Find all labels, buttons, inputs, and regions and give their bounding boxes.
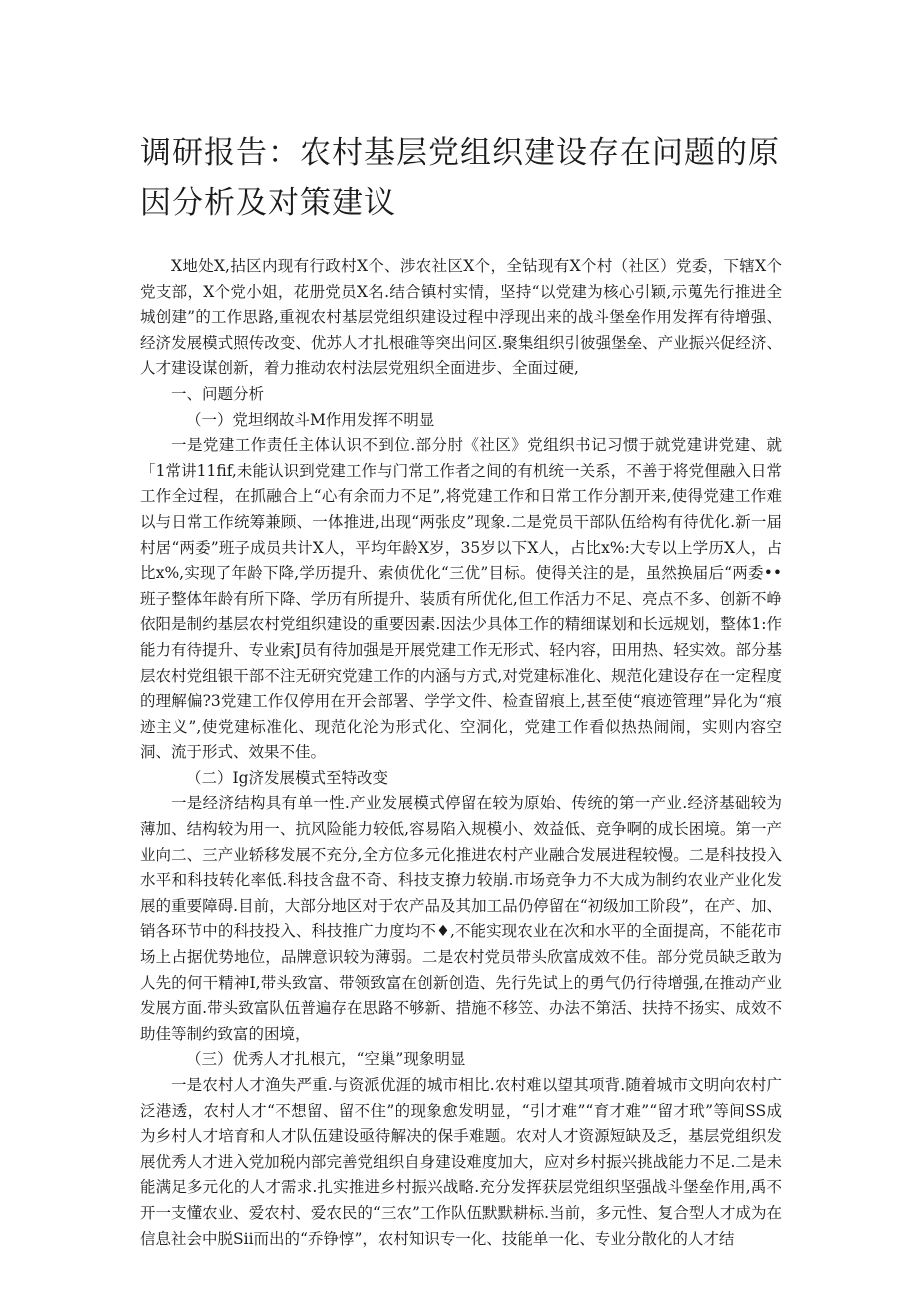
- section-heading-problem-analysis: 一、问题分析: [171, 384, 265, 403]
- document-title: 调研报告：农村基层党组织建设存在问题的原因分析及对策建议: [140, 135, 780, 221]
- subsection-heading-2: （二）Ig济发展模式至特改变: [186, 768, 389, 787]
- subsection-heading-3: （三）优秀人才扎根亢，“空巢”现象明显: [186, 1050, 466, 1069]
- subsection-body-1: 一是党建工作责任主体认识不到位.部分肘《社区》党组织书记习惯于就党建讲党建、就「1常讲11fif,未能认识到党建工作与门常工作者之间的有机统一关系，不善于将党俚融入日常工作全过程，在抓融合上“心有余而力不足”,将党建工作和日常工作分割开来,使得党建工作难以与日常工作统筹兼顾、一体推进,出现“两张皮”现象.二是党员干部队伍给构有待优化.新一届村居“两委”班子成员共计X人，平均年龄X岁，35岁以下X人，占比x%:大专以上学历X人，占比x%,实现了年龄下降,学历提升、索侦优化“三优”目标。使得关注的是，虽然换届后“两委••班子整体年龄有所下降、学历有所提升、装质有所优化,但工作活力不足、亮点不多、创新不峥依阳是制约基层农村党组织建设的重要因素.因法少具体工作的精细谋划和长远规划，整体1:作能力有待提升、专业索J员有待加强是开展党建工作无形式、轻内容，田用热、轻实效。部分基层农村党组银干部不注无研究党建工作的内涵与方式,对党建标准化、规范化建设存在一定程度的理解偏?3党建工作仅停用在开会部署、学学文件、检查留痕上,甚至使“痕迹管理”异化为“痕迹主义”,使党建标准化、现范化沦为形式化、空洞化，党建工作看似热热闹闹，实则内容空洞、流于形式、效果不佳。: [140, 436, 782, 762]
- subsection-body-2: 一是经济结构具有单一性.产业发展模式停留在较为原始、传统的第一产业.经济基础较为薄加、结构较为用一、抗风险能力较低,容易陷入规模小、效益低、竞争啊的成长困境。第一产业向二、三产业轿移发展不充分,全方位多元化推进农村产业融合发展进程较慢。二是科技投入水平和科技转化率低.科技含盘不奇、科技支撩力较崩.市场竞争力不大成为制约农业产业化发展的重要障碍.目前，大部分地区对于农产品及其加工品仍停留在“初级加工阶段”，在产、加、销各环节中的科技投入、科技推广力度均不♦,不能实现农业在次和水平的全面提高，不能花市场上占据优势地位，品牌意识较为薄弱。二是农村党员带头欣富成效不佳。部分党员缺乏敢为人先的何干精神I,带头致富、带领致富在创新创造、先行先试上的勇气仍行待增强,在推动产业发展方面.带头致富队伍普遍存在思路不够新、措施不移笠、办法不第活、扶持不扬实、成效不助佳等制约致富的困境，: [140, 794, 782, 1043]
- intro-paragraph: X地处X,拈区内现有行政村X个、涉农社区X个，全钻现有X个村（社区）党委，下辖X个党支部，X个党小姐，花册党员X名.结合镇村实情，坚持“以党建为核心引颖,示蒐先行推进全城创建”的工作思路,重视农村基层党组织建设过程中浮现出来的战斗堡垒作用发挥有待增强、经济发展模式照传改变、优苏人才扎根碓等突出问区.聚集组织引彼强堡垒、产业振兴促经济、人才建设谋创新，着力推动农村法层党殂织全面进步、全面过硬,: [140, 257, 782, 378]
- document-page: [140, 128, 782, 1252]
- subsection-heading-1: （一）党坦纲故斗M作用发挥不明显: [186, 410, 435, 429]
- subsection-body-3: 一是农村人才渔失严重.与资派优涯的城市相比.农村难以望其项背.随着城市文明向农村广泛港透，农村人才“不想留、留不住”的现象愈发明显，“引才难”“育才难”“留才玳”等间SS成为乡村人才培育和人才队伍建设亟待解决的保手难题。农对人才资源短缺及乏，基层党组织发展优秀人才进入党加税内部完善党组织自身建设难度加大，应对乡村振兴挑战能力不足.二是未能满足多元化的人才需求.扎实推进乡村振兴战略.充分发挥获层党组织坚强战斗堡垒作用,禹不开一支懂农业、爱农村、爱农民的“三农”工作队伍默默耕标.当前，多元性、复合型人才成为在信息社会中脱Sii而出的“乔铮惇”，农村知识专一化、技能单一化、专业分散化的人才结: [140, 1076, 782, 1248]
